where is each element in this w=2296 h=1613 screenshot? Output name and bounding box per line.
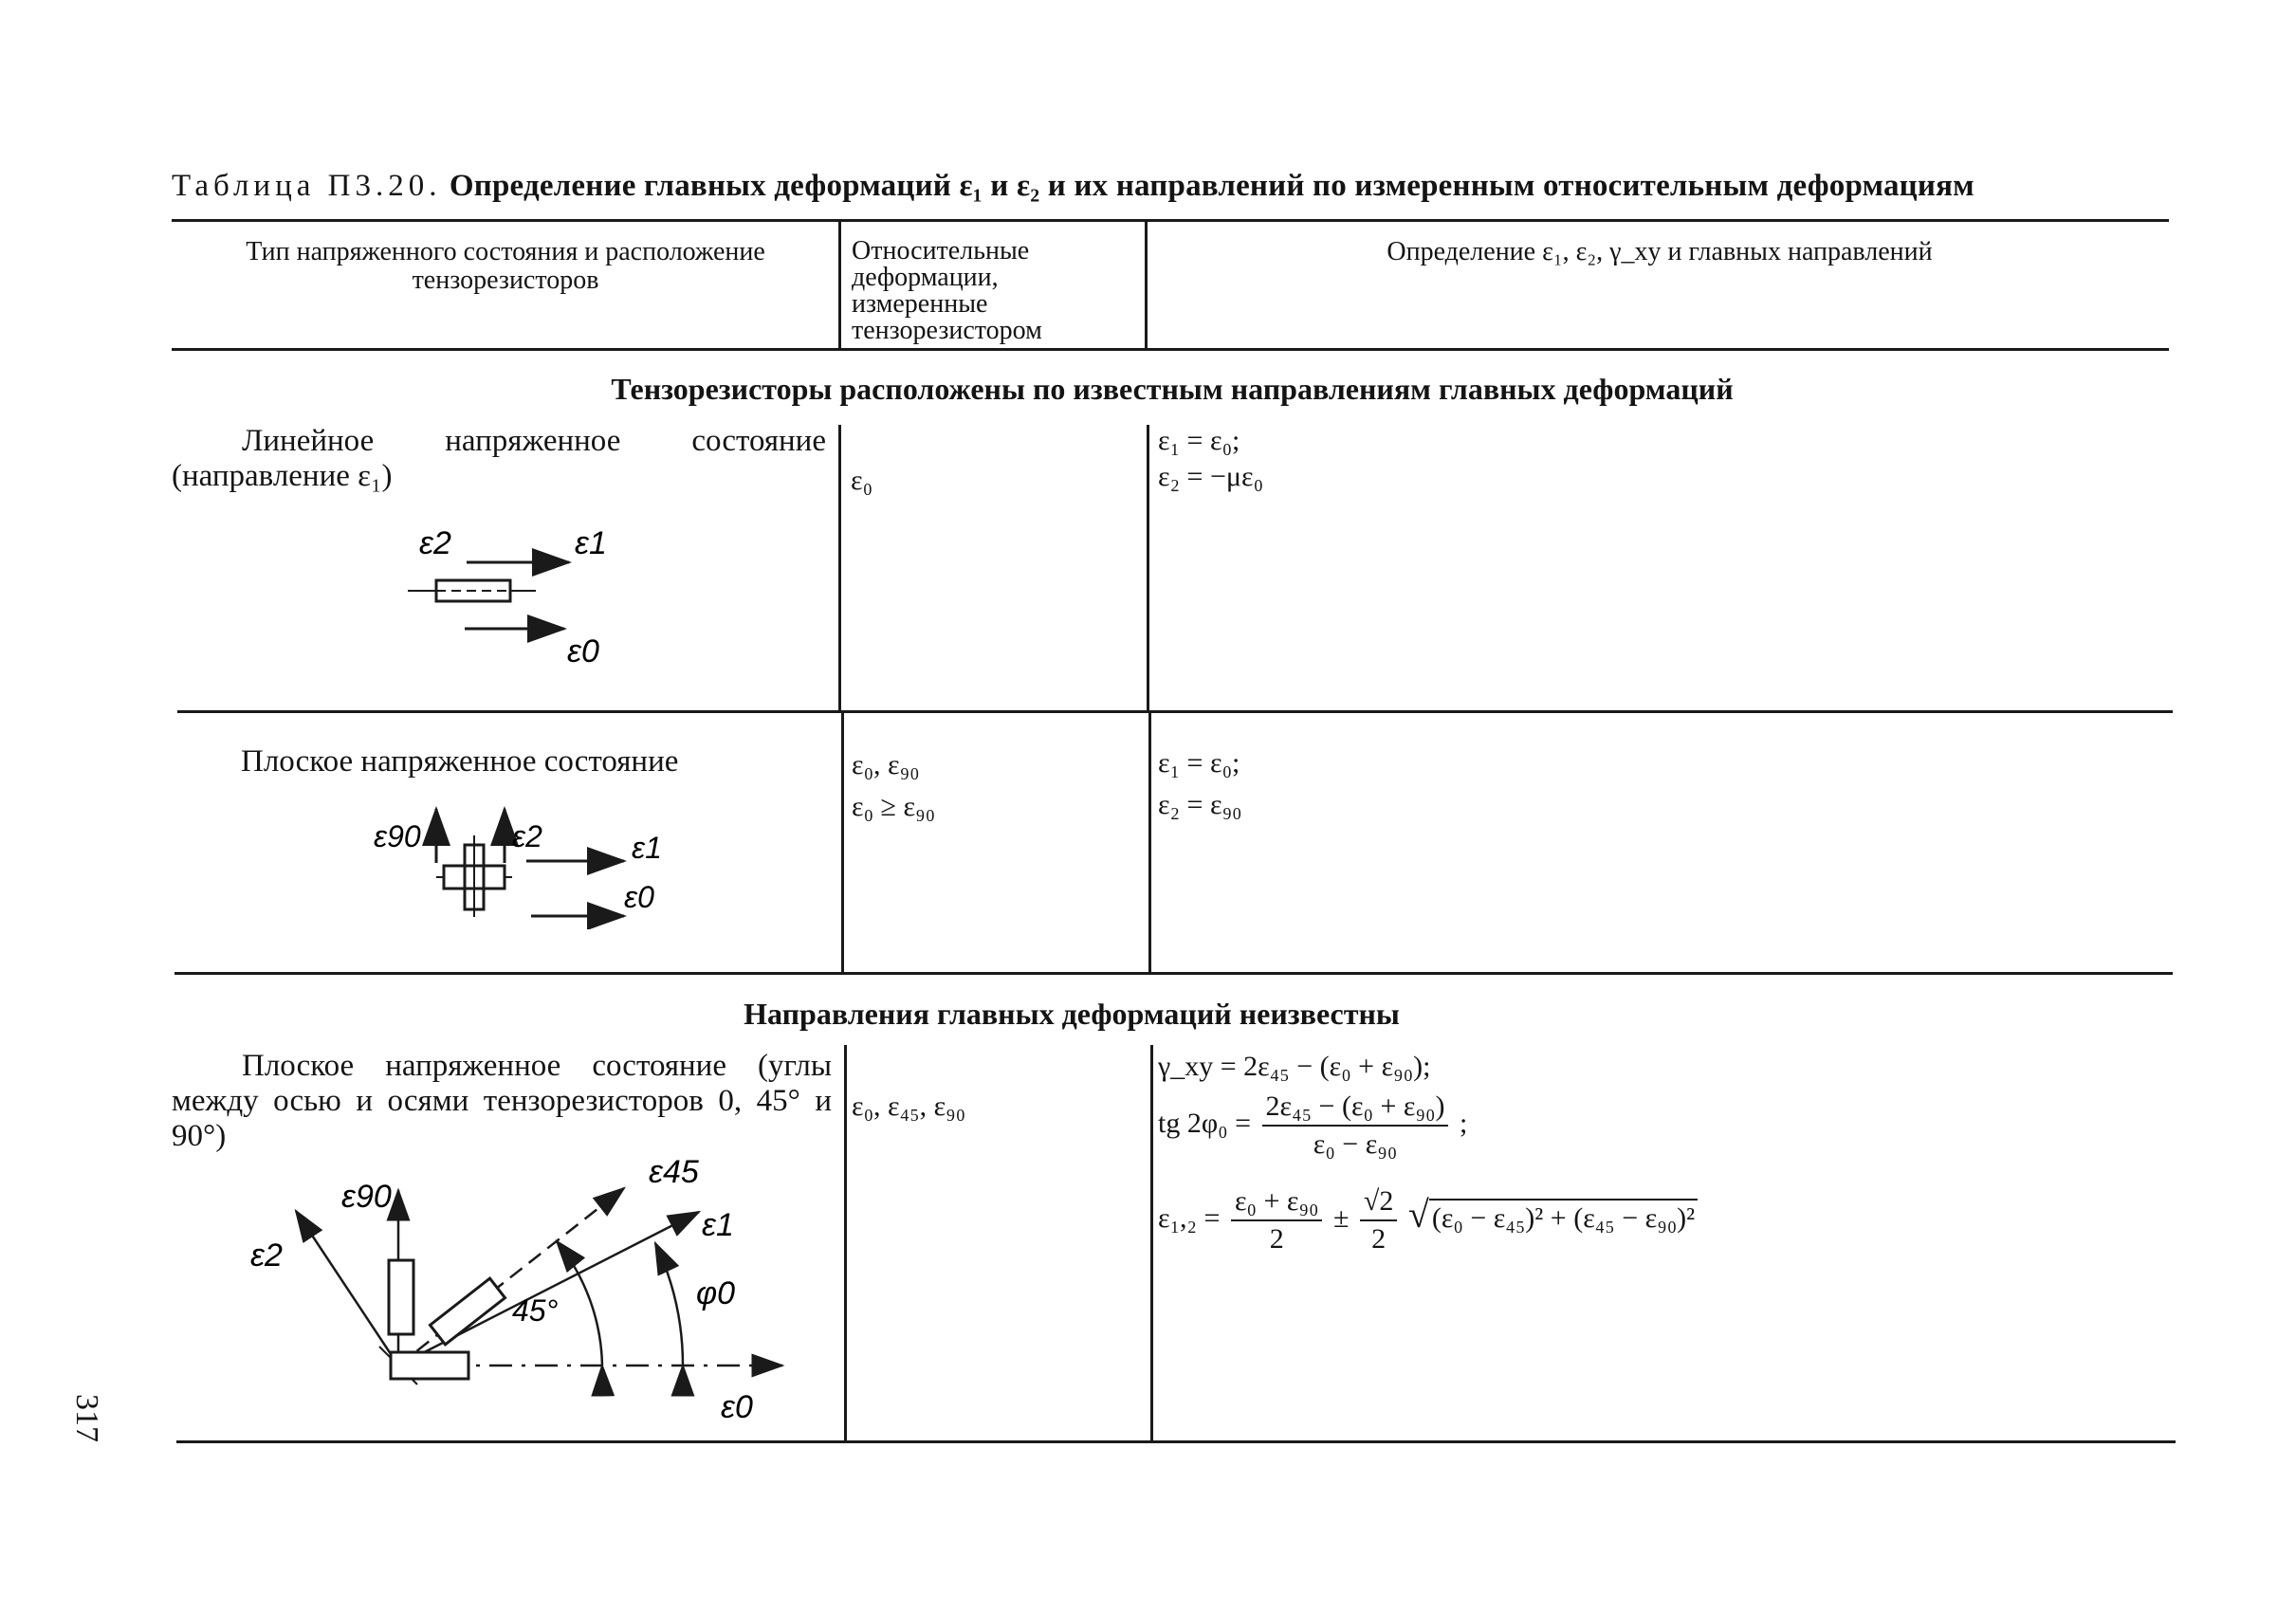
rosette-gauge-0 <box>391 1352 468 1379</box>
row2-measured-2: ε₀ ≥ ε₉₀ <box>852 791 936 822</box>
sqrt-sign: √ <box>1407 1192 1429 1236</box>
rule-bottom <box>176 1440 2176 1443</box>
sqrt2-fraction <box>1360 1183 1397 1257</box>
rosette-label-eps0: ε0 <box>721 1389 753 1425</box>
row1-label-eps2: ε2 <box>419 525 451 561</box>
row1-formula-1: ε₁ = ε₀; <box>1158 425 1240 456</box>
tg-numerator: 2ε₄₅ − (ε₀ + ε₉₀) <box>1262 1089 1449 1127</box>
row1-type-text: Линейное напряженное состояние (направление ε₁) <box>172 424 826 493</box>
col-divider-1-s2 <box>844 1045 847 1440</box>
col-divider-2-s1 <box>1147 425 1149 710</box>
col-divider-1-r2 <box>841 710 844 972</box>
rosette-arc-phi <box>655 1243 683 1366</box>
row1-label-eps0: ε0 <box>567 633 599 669</box>
rosette-gauge-90 <box>389 1260 413 1334</box>
row2-measured-1: ε₀, ε₉₀ <box>852 749 920 780</box>
row1-formula-2: ε₂ = −με₀ <box>1158 461 1264 492</box>
row3-type-text: Плоское напряженное состояние (углы между осью и осями тензорезисторов 0, 45° и 90°) <box>172 1049 832 1153</box>
column-header-measured: Относительные деформации, измеренные тензорезистором <box>852 236 1042 345</box>
row2-type-text: Плоское напряженное состояние <box>241 744 679 779</box>
row2-label-eps2: ε2 <box>512 819 542 853</box>
rule-row2-bottom <box>174 972 2173 975</box>
section-title-known: Тензорезисторы расположены по известным направлениям главных деформаций <box>611 372 1734 406</box>
rule-header-bottom <box>172 348 2169 351</box>
col-divider-1-header <box>838 219 841 348</box>
rosette-gauge-45 <box>430 1278 505 1345</box>
column-header-type: Тип напряженного состояния и расположение тензорезисторов <box>246 237 765 295</box>
eps-fraction <box>1231 1183 1323 1257</box>
row2-label-eps1: ε1 <box>632 831 662 865</box>
row2-label-eps0: ε0 <box>624 880 654 914</box>
tg-left: tg 2φ₀ = <box>1158 1107 1252 1139</box>
row2-formula-1: ε₁ = ε₀; <box>1158 747 1240 779</box>
col-divider-2-s2 <box>1150 1045 1153 1440</box>
rosette-label-45deg: 45° <box>512 1293 559 1328</box>
rule-row1-bottom <box>177 710 2173 713</box>
rule-top <box>172 219 2169 222</box>
col-divider-2-r2 <box>1148 710 1151 972</box>
sqrt2-denominator: 2 <box>1371 1223 1387 1255</box>
caption-title: Определение главных деформаций ε₁ и ε₂ и их направлений по измеренным относительным деформациям <box>449 169 1975 203</box>
rosette-arrow-eps45 <box>398 1188 624 1366</box>
tg-fraction <box>1262 1089 1449 1163</box>
rosette-arc-45 <box>557 1241 602 1366</box>
eps-numerator: ε₀ + ε₉₀ <box>1231 1183 1323 1221</box>
row2-label-eps90: ε90 <box>374 819 421 853</box>
row1-measured: ε₀ <box>851 465 873 496</box>
col-divider-1-s1 <box>838 425 841 710</box>
eps-denominator: 2 <box>1269 1223 1284 1255</box>
row3-rosette-diagram <box>228 1152 816 1437</box>
section-title-unknown: Направления главных деформаций неизвестны <box>744 997 1400 1031</box>
row3-measured: ε₀, ε₄₅, ε₉₀ <box>852 1091 966 1122</box>
sqrt2-numerator: √2 <box>1360 1183 1397 1221</box>
row1-label-eps1: ε1 <box>575 525 607 561</box>
row3-formula-eps12 <box>1158 1183 1698 1257</box>
table-caption <box>172 169 2173 204</box>
tg-end: ; <box>1459 1107 1468 1139</box>
tg-denominator: ε₀ − ε₉₀ <box>1313 1128 1398 1160</box>
rosette-label-eps45: ε45 <box>649 1154 699 1190</box>
rosette-label-eps2: ε2 <box>250 1237 283 1274</box>
row3-formula-gamma: γ_xy = 2ε₄₅ − (ε₀ + ε₉₀); <box>1158 1051 1431 1082</box>
rosette-arrow-eps2 <box>296 1211 398 1366</box>
row1-gauge-diagram <box>398 522 635 673</box>
rosette-label-eps90: ε90 <box>341 1179 392 1215</box>
sqrt-body: (ε₀ − ε₄₅)² + (ε₄₅ − ε₉₀)² <box>1429 1199 1698 1237</box>
row2-formula-2: ε₂ = ε₉₀ <box>1158 789 1242 820</box>
col-divider-2-header <box>1145 219 1148 348</box>
row2-gauge-diagram <box>370 801 683 929</box>
page-number: 317 <box>69 1394 104 1442</box>
row3-formula-tg <box>1158 1089 1467 1163</box>
eps-pm: ± <box>1332 1201 1350 1234</box>
column-header-formulas: Определение ε₁, ε₂, γ_xy и главных направлений <box>1387 237 1933 266</box>
caption-lead: Таблица П3.20. <box>172 169 442 203</box>
rosette-label-phi0: φ0 <box>696 1275 736 1311</box>
eps-left: ε₁,₂ = <box>1158 1201 1221 1234</box>
rosette-label-eps1: ε1 <box>702 1207 734 1243</box>
